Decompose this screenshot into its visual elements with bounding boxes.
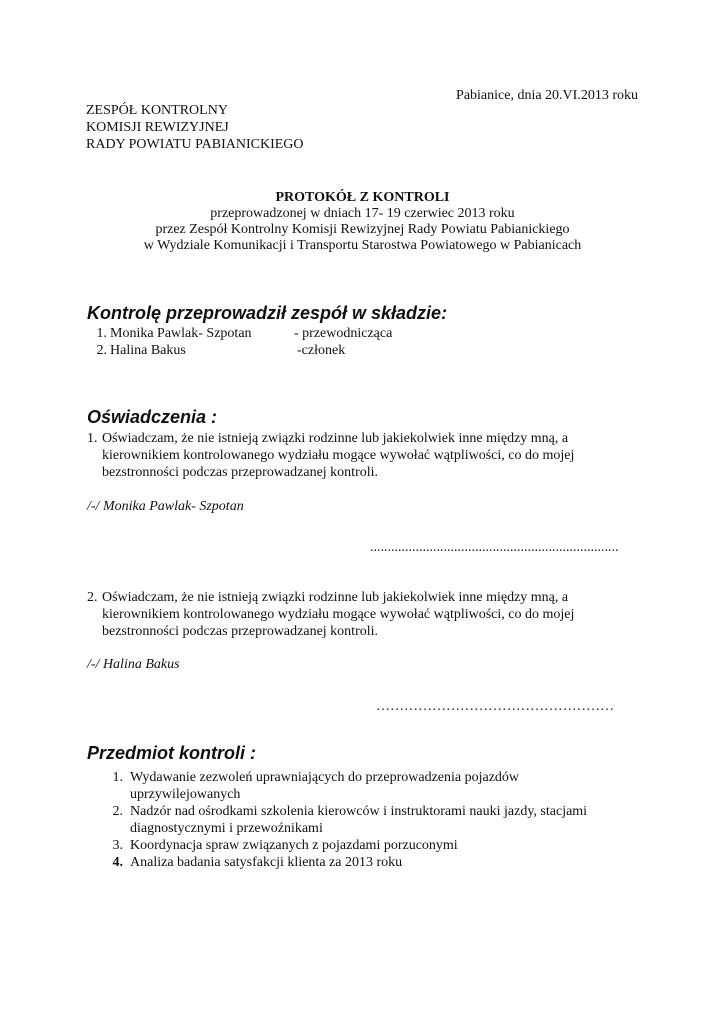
title-line-3: w Wydziale Komunikacji i Transportu Starostwa Powiatowego w Pabianicach xyxy=(143,238,582,253)
subject-item xyxy=(103,770,663,804)
declaration-line: bezstronności podczas przeprowadzanej kontroli. xyxy=(102,624,379,639)
declaration-text xyxy=(102,590,647,641)
signature-name: /-/ Halina Bakus xyxy=(87,657,180,672)
subject-number: 1. xyxy=(112,770,123,785)
subject-list xyxy=(103,770,663,872)
declaration-line: kierownikiem kontrolowanego wydziału mogące wywołać wątpliwości, co do mojej xyxy=(102,607,575,622)
subject-number: 3. xyxy=(112,838,123,853)
declaration-text xyxy=(102,431,647,482)
declaration-number: 1. xyxy=(87,431,98,446)
subject-heading: Przedmiot kontroli : xyxy=(87,743,257,763)
subject-line: Koordynacja spraw związanych z pojazdami porzuconymi xyxy=(130,838,458,853)
team-member-name: Halina Bakus xyxy=(110,343,186,358)
team-member-number: 1. xyxy=(96,326,107,341)
declaration-number: 2. xyxy=(87,590,98,605)
subject-item xyxy=(103,855,663,872)
team-heading: Kontrolę przeprowadził zespół w składzie: xyxy=(87,303,448,323)
declaration-line: Oświadczam, że nie istnieją związki rodzinne lub jakiekolwiek inne między mną, a xyxy=(102,590,569,605)
org-line-2: KOMISJI REWIZYJNEJ xyxy=(86,120,229,135)
declaration-line: bezstronności podczas przeprowadzanej kontroli. xyxy=(102,465,379,480)
subject-item xyxy=(103,838,663,855)
team-member-role: - przewodnicząca xyxy=(294,326,393,341)
protocol-title-block xyxy=(0,190,725,254)
signature-line: ....................................................................... xyxy=(370,540,619,555)
document-date: Pabianice, dnia 20.VI.2013 roku xyxy=(456,88,638,103)
org-line-1: ZESPÓŁ KONTROLNY xyxy=(86,103,228,118)
declarations-heading: Oświadczenia : xyxy=(87,407,218,427)
signature-name: /-/ Monika Pawlak- Szpotan xyxy=(87,499,244,514)
org-line-3: RADY POWIATU PABIANICKIEGO xyxy=(86,137,304,152)
subject-line: Nadzór nad ośrodkami szkolenia kierowców i instruktorami nauki jazdy, stacjami xyxy=(130,804,588,819)
subject-number: 4. xyxy=(112,855,123,870)
team-member-role: -członek xyxy=(297,343,346,358)
team-member-row xyxy=(87,343,587,360)
declaration-line: Oświadczam, że nie istnieją związki rodzinne lub jakiekolwiek inne między mną, a xyxy=(102,431,569,446)
declaration-line: kierownikiem kontrolowanego wydziału mogące wywołać wątpliwości, co do mojej xyxy=(102,448,575,463)
signature-line: …………………………………………… xyxy=(376,699,614,714)
protocol-title: PROTOKÓŁ Z KONTROLI xyxy=(275,190,450,205)
subject-number: 2. xyxy=(112,804,123,819)
title-line-1: przeprowadzonej w dniach 17- 19 czerwiec 2013 roku xyxy=(210,206,515,221)
subject-line: Wydawanie zezwoleń uprawniających do przeprowadzenia pojazdów xyxy=(130,770,520,785)
subject-item xyxy=(103,804,663,838)
team-member-number: 2. xyxy=(96,343,107,358)
subject-line: Analiza badania satysfakcji klienta za 2013 roku xyxy=(130,855,403,870)
subject-line: uprzywilejowanych xyxy=(130,787,241,802)
team-member-name: Monika Pawlak- Szpotan xyxy=(110,326,252,341)
title-line-2: przez Zespół Kontrolny Komisji Rewizyjnej Rady Powiatu Pabianickiego xyxy=(155,222,570,237)
subject-line: diagnostycznymi i przewoźnikami xyxy=(130,821,323,836)
team-member-row xyxy=(87,326,587,343)
organization-name xyxy=(86,103,304,154)
